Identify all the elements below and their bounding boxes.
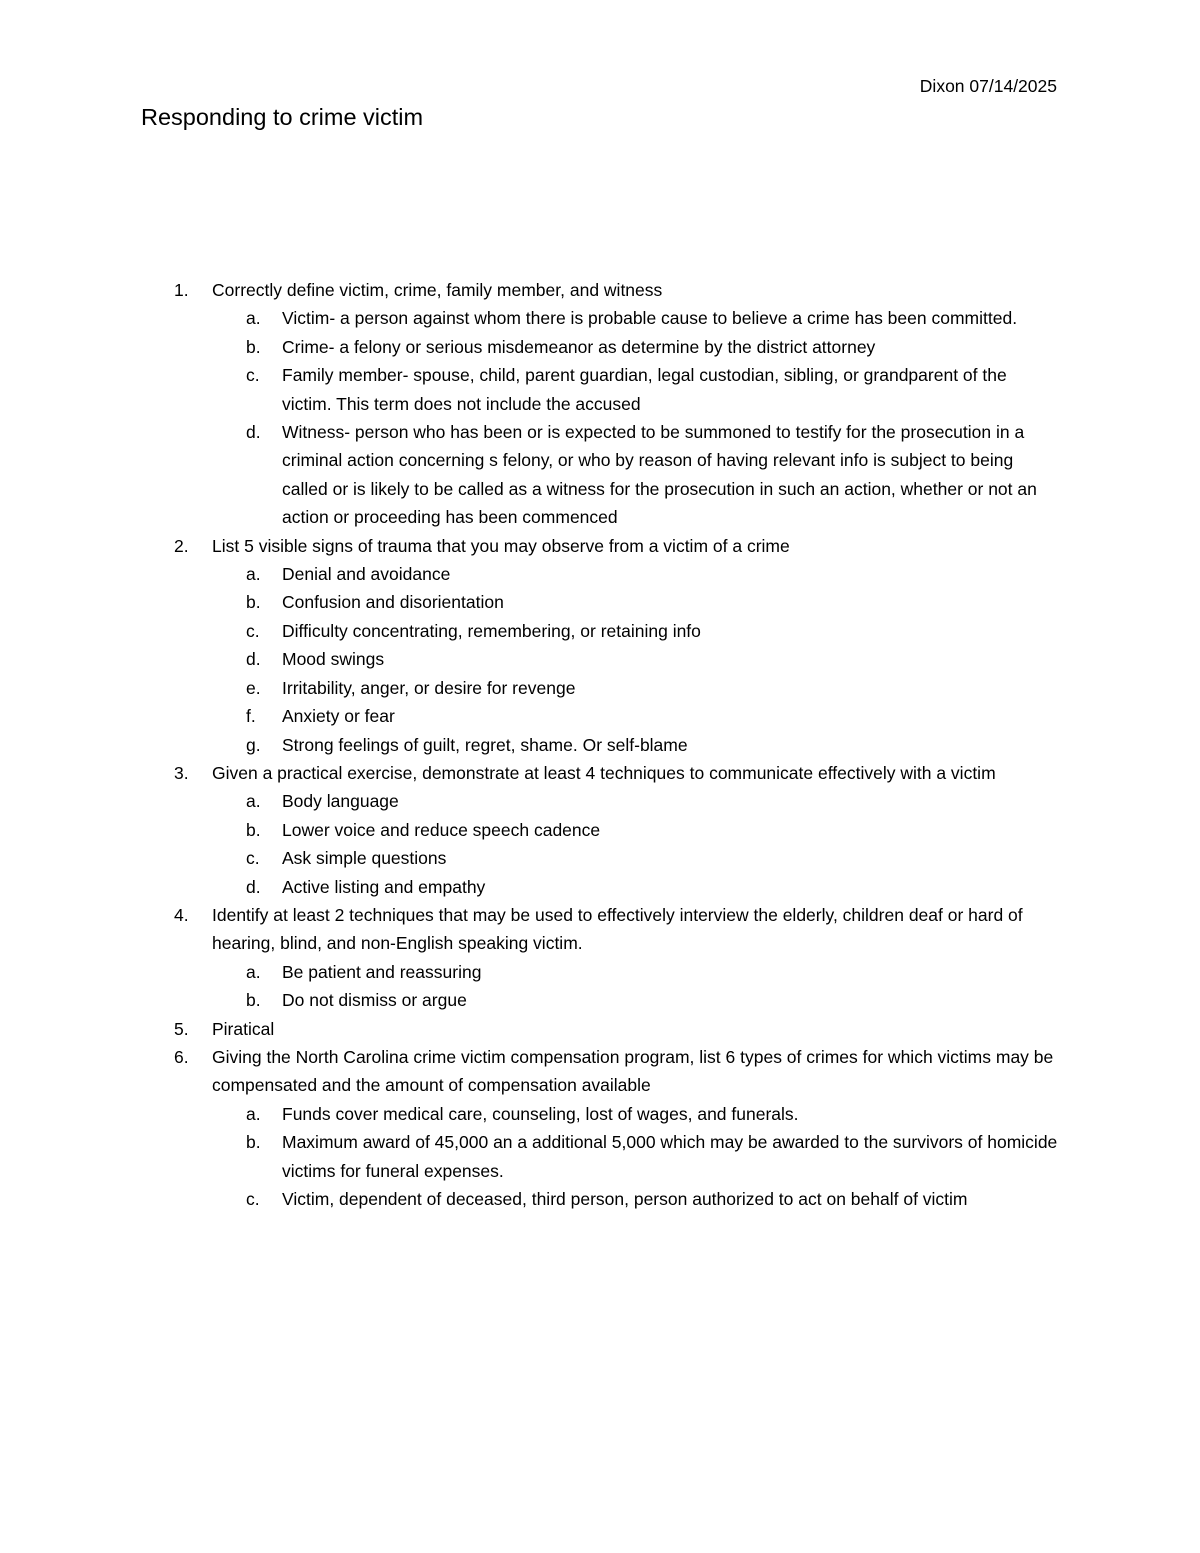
answer-item xyxy=(141,844,1061,872)
answer-letter: d. xyxy=(246,649,261,670)
answer-item xyxy=(141,986,1061,1014)
answer-letter: e. xyxy=(246,677,261,698)
question-text: Given a practical exercise, demonstrate at least 4 techniques to communicate effectively with a victim xyxy=(212,762,996,783)
answer-letter: c. xyxy=(246,620,260,641)
answer-letter: a. xyxy=(246,564,261,585)
answer-text: Funds cover medical care, counseling, lost of wages, and funerals. xyxy=(282,1103,799,1124)
answer-item xyxy=(141,560,1061,588)
answer-text: Crime- a felony or serious misdemeanor as determine by the district attorney xyxy=(282,336,876,357)
answer-item xyxy=(141,873,1061,901)
answer-letter: a. xyxy=(246,308,261,329)
answer-letter: b. xyxy=(246,819,261,840)
answer-text: Witness- person who has been or is expected to be summoned to testify for the prosecution in a criminal action concerning s felony, or who by reason of having relevant info is subject to being called or is likely to be called as a witness for the prosecution in such an action, whether or not an action or proceeding has been commenced xyxy=(282,422,1037,528)
answer-item xyxy=(141,1128,1061,1185)
answer-text: Body language xyxy=(282,791,399,812)
answer-text: Victim, dependent of deceased, third person, person authorized to act on behalf of victim xyxy=(282,1189,968,1209)
answer-item xyxy=(141,304,1061,332)
answer-text: Maximum award of 45,000 an a additional 5,000 which may be awarded to the survivors of homicide victims for funeral expenses. xyxy=(282,1132,1058,1181)
question-text: Correctly define victim, crime, family member, and witness xyxy=(212,280,663,300)
answer-text: Denial and avoidance xyxy=(282,564,451,585)
question-text: Piratical xyxy=(212,1018,275,1039)
answer-text: Victim- a person against whom there is probable cause to believe a crime has been committed. xyxy=(282,308,1018,329)
answer-text: Be patient and reassuring xyxy=(282,961,482,982)
answer-text: Irritability, anger, or desire for revenge xyxy=(282,677,576,698)
answer-letter: g. xyxy=(246,734,261,755)
answer-text: Ask simple questions xyxy=(282,848,447,869)
answer-list xyxy=(141,787,1061,901)
answer-item xyxy=(141,702,1061,730)
answer-item xyxy=(141,1100,1061,1128)
answer-text: Strong feelings of guilt, regret, shame. Or self-blame xyxy=(282,734,688,755)
question-item xyxy=(141,759,1061,901)
question-number: 6. xyxy=(174,1046,189,1067)
answer-item xyxy=(141,588,1061,616)
answer-text: Lower voice and reduce speech cadence xyxy=(282,819,601,840)
question-item xyxy=(141,276,1061,532)
question-list xyxy=(141,276,1061,1213)
answer-letter: b. xyxy=(246,592,261,613)
question-item xyxy=(141,901,1061,1015)
answer-text: Mood swings xyxy=(282,649,385,670)
answer-item xyxy=(141,816,1061,844)
answer-item xyxy=(141,333,1061,361)
question-item xyxy=(141,1043,1061,1213)
answer-text: Difficulty concentrating, remembering, or retaining info xyxy=(282,620,701,641)
question-text: Identify at least 2 techniques that may be used to effectively interview the elderly, children deaf or hard of hearing, blind, and non-English speaking victim. xyxy=(212,904,1023,954)
answer-letter: a. xyxy=(246,961,261,982)
answer-item xyxy=(141,418,1061,532)
answer-letter: d. xyxy=(246,422,261,443)
answer-letter: c. xyxy=(246,365,260,386)
answer-text: Confusion and disorientation xyxy=(282,592,504,613)
answer-list xyxy=(141,304,1061,531)
question-number: 1. xyxy=(174,280,189,300)
answer-item xyxy=(141,1185,1061,1213)
answer-text: Anxiety or fear xyxy=(282,706,395,727)
answer-item xyxy=(141,787,1061,815)
answer-list xyxy=(141,958,1061,1015)
question-number: 5. xyxy=(174,1018,189,1039)
answer-item xyxy=(141,731,1061,759)
answer-letter: a. xyxy=(246,791,261,812)
page-title: Responding to crime victim xyxy=(141,104,424,130)
answer-letter: b. xyxy=(246,990,261,1011)
answer-text: Active listing and empathy xyxy=(282,876,486,897)
answer-letter: d. xyxy=(246,876,261,897)
answer-letter: b. xyxy=(246,1132,261,1153)
question-item xyxy=(141,1015,1061,1043)
answer-letter: a. xyxy=(246,1103,261,1124)
answer-item xyxy=(141,645,1061,673)
answer-letter: f. xyxy=(246,706,256,727)
question-text: Giving the North Carolina crime victim compensation program, list 6 types of crimes for which victims may be compensated and the amount of compensation available xyxy=(212,1046,1054,1096)
question-number: 3. xyxy=(174,762,189,783)
answer-list xyxy=(141,560,1061,759)
answer-letter: c. xyxy=(246,1189,260,1209)
answer-list xyxy=(141,1100,1061,1214)
answer-letter: c. xyxy=(246,848,260,869)
question-number: 2. xyxy=(174,535,189,556)
answer-text: Do not dismiss or argue xyxy=(282,990,467,1011)
answer-letter: b. xyxy=(246,336,261,357)
answer-item xyxy=(141,958,1061,986)
question-text: List 5 visible signs of trauma that you may observe from a victim of a crime xyxy=(212,535,790,556)
answer-text: Family member- spouse, child, parent guardian, legal custodian, sibling, or grandparent of the victim. This term does not include the accused xyxy=(282,365,1007,414)
question-item xyxy=(141,532,1061,759)
answer-item xyxy=(141,361,1061,418)
answer-item xyxy=(141,617,1061,645)
question-number: 4. xyxy=(174,904,189,925)
author-date: Dixon 07/14/2025 xyxy=(919,76,1057,96)
answer-item xyxy=(141,674,1061,702)
